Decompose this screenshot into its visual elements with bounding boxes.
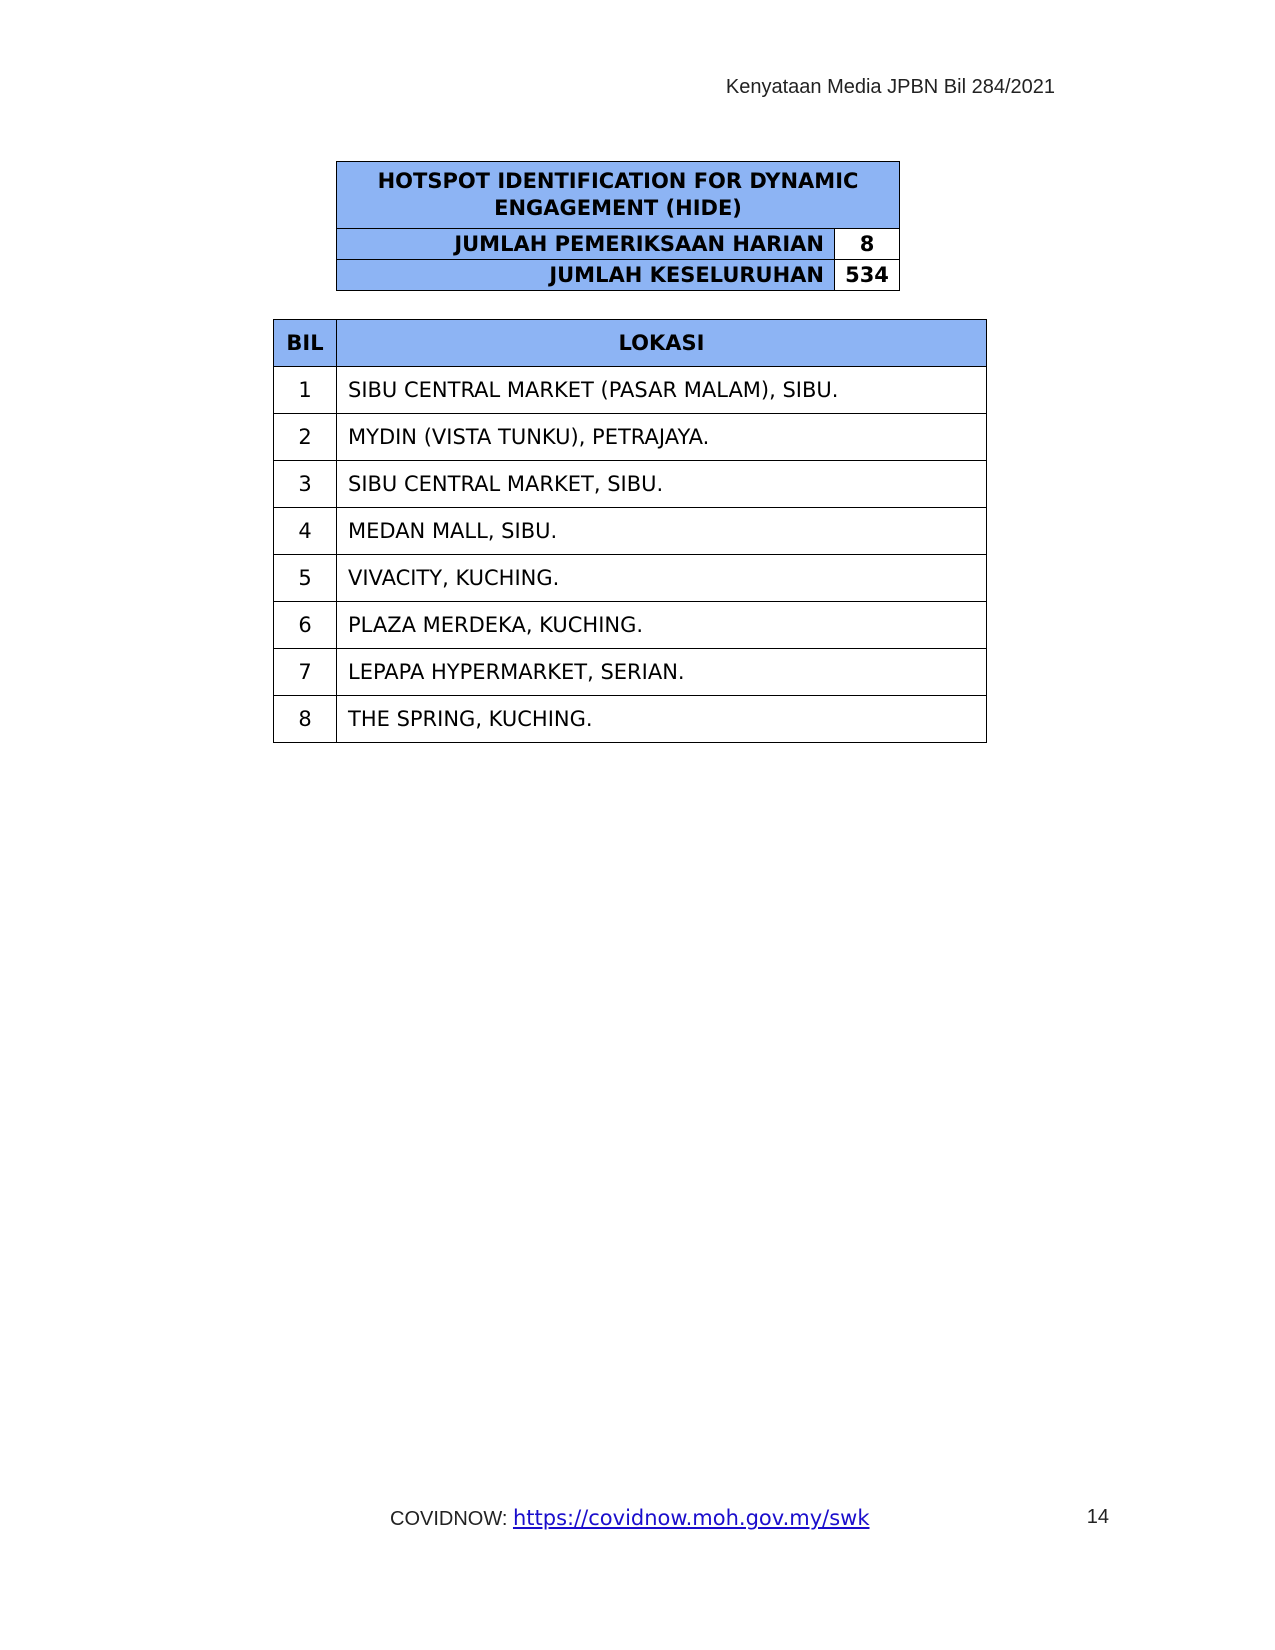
- row-location: VIVACITY, KUCHING.: [337, 555, 987, 602]
- footer-label: COVIDNOW:: [390, 1508, 513, 1530]
- table-row: [274, 602, 987, 649]
- summary-total-row: [337, 260, 900, 291]
- column-header-lokasi: LOKASI: [337, 320, 987, 367]
- column-header-bil: BIL: [274, 320, 337, 367]
- page-number: 14: [1086, 1506, 1109, 1528]
- footer: [390, 1506, 870, 1531]
- table-row: [274, 696, 987, 743]
- row-number: 4: [274, 508, 337, 555]
- row-location: THE SPRING, KUCHING.: [337, 696, 987, 743]
- row-number: 6: [274, 602, 337, 649]
- table-row: [274, 367, 987, 414]
- row-number: 5: [274, 555, 337, 602]
- daily-checks-label: JUMLAH PEMERIKSAAN HARIAN: [337, 229, 835, 260]
- row-number: 2: [274, 414, 337, 461]
- daily-checks-value: 8: [835, 229, 900, 260]
- table-row: [274, 555, 987, 602]
- row-number: 1: [274, 367, 337, 414]
- covidnow-link[interactable]: https://covidnow.moh.gov.my/swk: [512, 1506, 870, 1530]
- summary-title-row: [337, 162, 900, 229]
- row-location: MYDIN (VISTA TUNKU), PETRAJAYA.: [337, 414, 987, 461]
- row-location: LEPAPA HYPERMARKET, SERIAN.: [337, 649, 987, 696]
- locations-header-row: [274, 320, 987, 367]
- table-row: [274, 414, 987, 461]
- table-row: [274, 461, 987, 508]
- locations-table: [273, 319, 987, 743]
- row-number: 3: [274, 461, 337, 508]
- row-number: 7: [274, 649, 337, 696]
- summary-title: HOTSPOT IDENTIFICATION FOR DYNAMIC ENGAGEMENT (HIDE): [337, 162, 900, 229]
- table-row: [274, 508, 987, 555]
- summary-daily-row: [337, 229, 900, 260]
- row-location: SIBU CENTRAL MARKET, SIBU.: [337, 461, 987, 508]
- row-location: SIBU CENTRAL MARKET (PASAR MALAM), SIBU.: [337, 367, 987, 414]
- row-number: 8: [274, 696, 337, 743]
- table-row: [274, 649, 987, 696]
- row-location: MEDAN MALL, SIBU.: [337, 508, 987, 555]
- row-location: PLAZA MERDEKA, KUCHING.: [337, 602, 987, 649]
- total-checks-label: JUMLAH KESELURUHAN: [337, 260, 835, 291]
- document-reference: Kenyataan Media JPBN Bil 284/2021: [725, 76, 1055, 98]
- hide-summary-table: [336, 161, 900, 291]
- total-checks-value: 534: [835, 260, 900, 291]
